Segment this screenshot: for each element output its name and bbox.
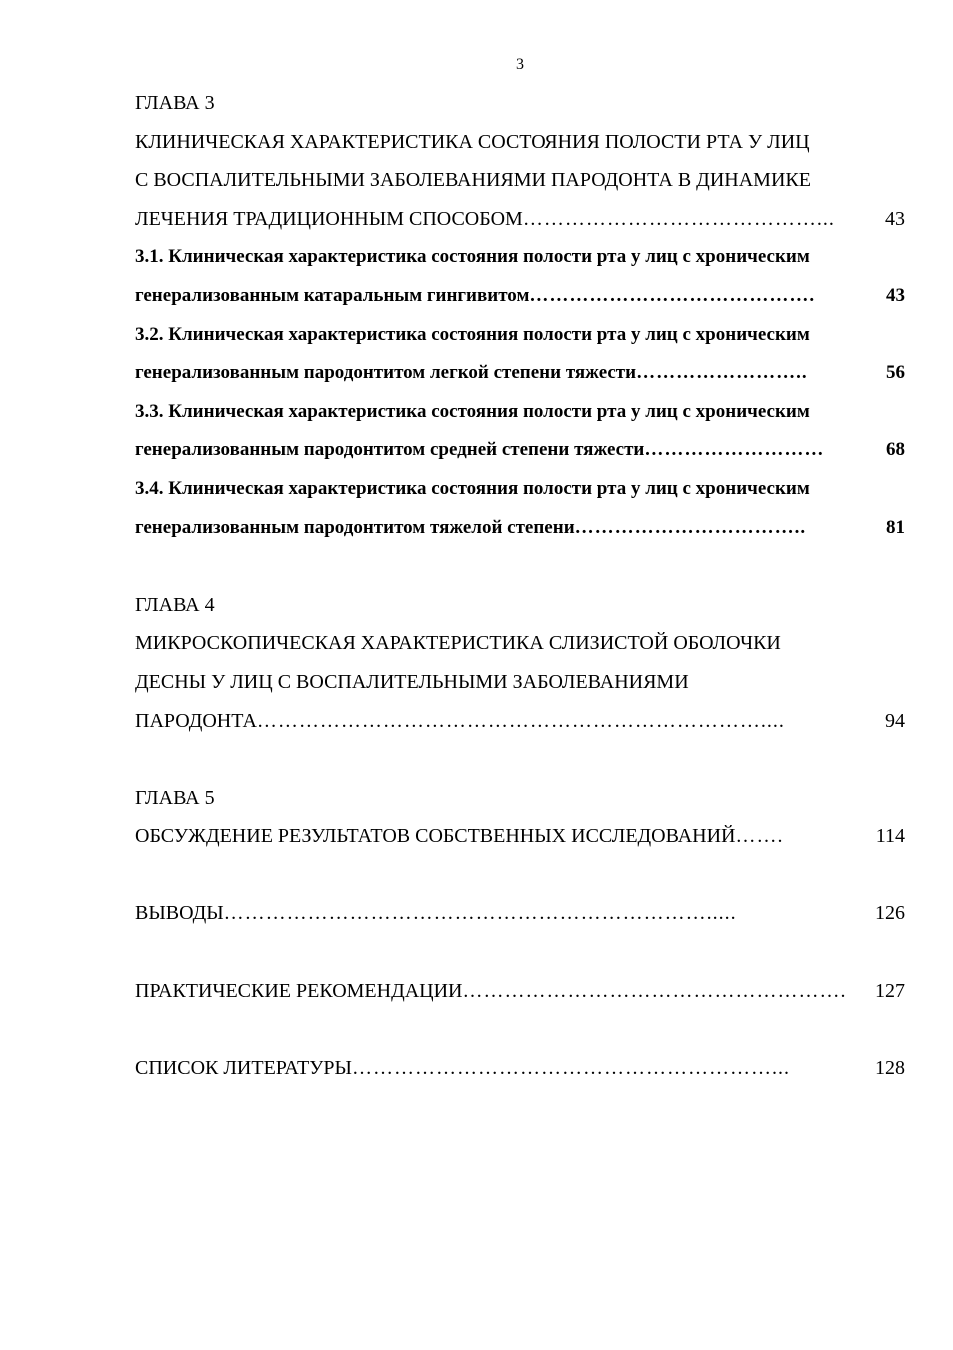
leader-dots: ……………………………………………………...	[351, 1056, 790, 1079]
chapter3-title-line1: КЛИНИЧЕСКАЯ ХАРАКТЕРИСТИКА СОСТОЯНИЯ ПОЛОСТИ РТА У ЛИЦ	[135, 130, 810, 153]
leader-dots: ……………………………………………….	[462, 979, 847, 1002]
chapter4-title-text: ПАРОДОНТА	[135, 709, 257, 732]
leader-dots: ……………………..	[636, 362, 808, 384]
recommendations-page: 127	[875, 979, 905, 1002]
chapter3-page: 43	[885, 207, 905, 230]
references-title: СПИСОК ЛИТЕРАТУРЫ	[135, 1056, 352, 1079]
chapter4-page: 94	[885, 709, 905, 732]
chapter5-heading: ГЛАВА 5	[135, 786, 215, 809]
leader-dots: …………………………………….	[529, 284, 816, 306]
section-3-4-line1: 3.4. Клиническая характеристика состояния полости рта у лиц с хроническим	[135, 477, 810, 499]
section-3-4-text: генерализованным пародонтитом тяжелой степени	[135, 516, 575, 538]
chapter3-title-text: ЛЕЧЕНИЯ ТРАДИЦИОННЫМ СПОСОБОМ	[135, 207, 523, 230]
spacer	[135, 1010, 905, 1049]
section-3-2-line2	[135, 354, 905, 393]
chapter5-page: 114	[875, 825, 905, 848]
section-3-4-line2	[135, 509, 905, 548]
section-3-3-line1: 3.3. Клиническая характеристика состояния полости рта у лиц с хроническим	[135, 400, 810, 422]
recommendations-line	[135, 972, 905, 1011]
chapter3-title-line3	[135, 200, 905, 239]
chapter4-title-line3	[135, 702, 905, 741]
section-3-1-line2	[135, 277, 905, 316]
section-3-3-line2	[135, 431, 905, 470]
chapter3-title-line2: С ВОСПАЛИТЕЛЬНЫМИ ЗАБОЛЕВАНИЯМИ ПАРОДОНТА В ДИНАМИКЕ	[135, 169, 811, 192]
spacer	[135, 856, 905, 895]
spacer	[135, 547, 905, 586]
section-3-2-text: генерализованным пародонтитом легкой степени тяжести	[135, 362, 637, 384]
leader-dots: ……………………………………...	[522, 207, 835, 230]
chapter5-title-text: ОБСУЖДЕНИЕ РЕЗУЛЬТАТОВ СОБСТВЕННЫХ ИССЛЕДОВАНИЙ	[135, 825, 736, 848]
recommendations-title: ПРАКТИЧЕСКИЕ РЕКОМЕНДАЦИИ	[135, 979, 463, 1002]
section-3-1-line1: 3.1. Клиническая характеристика состояния полости рта у лиц с хроническим	[135, 246, 810, 268]
leader-dots: …….	[735, 825, 784, 848]
leader-dots: …………………………………………………………….....	[223, 902, 737, 925]
chapter4-title-line1: МИКРОСКОПИЧЕСКАЯ ХАРАКТЕРИСТИКА СЛИЗИСТОЙ ОБОЛОЧКИ	[135, 632, 781, 655]
conclusions-page: 126	[875, 902, 905, 925]
leader-dots: ……………………………..	[574, 516, 807, 538]
chapter4-heading: ГЛАВА 4	[135, 593, 215, 616]
spacer	[135, 933, 905, 972]
section-3-2-line1: 3.2. Клиническая характеристика состояния полости рта у лиц с хроническим	[135, 323, 810, 345]
chapter4-title-line2: ДЕСНЫ У ЛИЦ С ВОСПАЛИТЕЛЬНЫМИ ЗАБОЛЕВАНИЯМИ	[135, 670, 689, 693]
leader-dots: ………………………	[644, 439, 825, 461]
chapter3-heading: ГЛАВА 3	[135, 92, 215, 114]
section-3-4-page: 81	[886, 516, 905, 538]
conclusions-line	[135, 894, 905, 933]
section-3-1-text: генерализованным катаральным гингивитом	[135, 284, 530, 306]
conclusions-title: ВЫВОДЫ	[135, 902, 224, 925]
section-3-1-page: 43	[886, 284, 905, 306]
page-number: 3	[516, 56, 524, 73]
chapter5-title-line	[135, 817, 905, 856]
spacer	[135, 740, 905, 779]
table-of-contents	[135, 84, 905, 1087]
section-3-2-page: 56	[886, 362, 905, 384]
references-line	[135, 1049, 905, 1088]
section-3-3-page: 68	[886, 439, 905, 461]
leader-dots: ………………………………………………………………....	[256, 709, 785, 732]
section-3-3-text: генерализованным пародонтитом средней степени тяжести	[135, 439, 645, 461]
references-page: 128	[875, 1056, 905, 1079]
